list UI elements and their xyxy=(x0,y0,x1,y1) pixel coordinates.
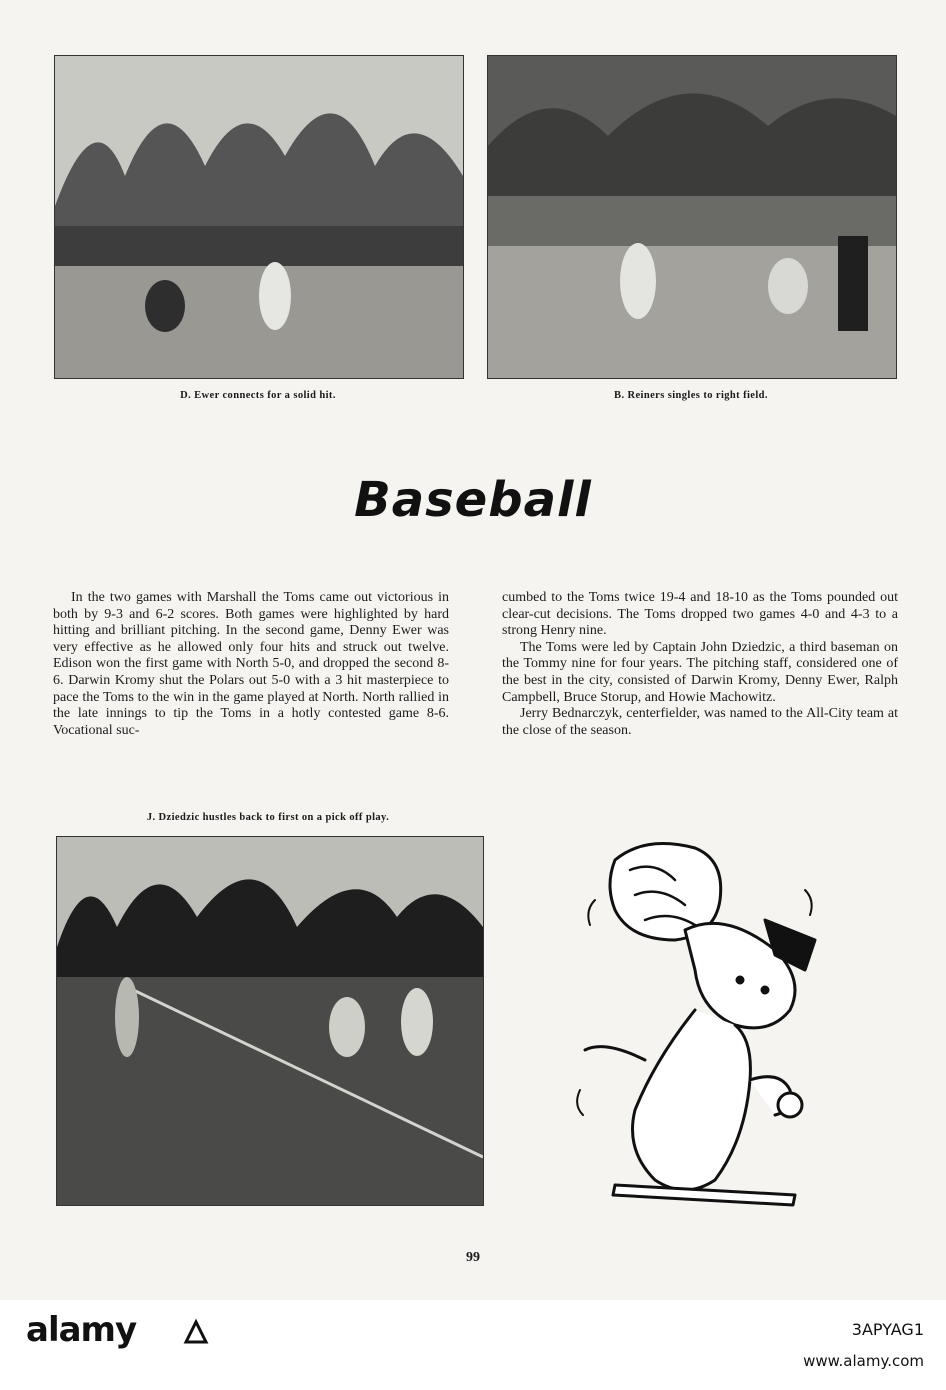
article-left-column xyxy=(53,590,449,739)
photo-batter-reiners xyxy=(487,55,897,379)
site-url: www.alamy.com xyxy=(803,1352,924,1370)
article-right-paragraph-3: Jerry Bednarczyk, centerfielder, was named to the All-City team at the close of the season. xyxy=(502,706,898,738)
stock-footer-bar xyxy=(0,1300,946,1390)
brand-logo-text: alamy xyxy=(26,1310,137,1350)
brand-mark-icon xyxy=(182,1318,210,1346)
article-right-paragraph-1: cumbed to the Toms twice 19-4 and 18-10 as the Toms pounded out clear-cut decisions. The Toms dropped two games 4-0 and 4-3 to a strong Henry nine. xyxy=(502,590,898,639)
caption-top-right: B. Reiners singles to right field. xyxy=(614,390,768,401)
bulldog-mascot-illustration xyxy=(575,840,835,1220)
article-right-column xyxy=(502,590,898,739)
photo-pickoff-play xyxy=(56,836,484,1206)
caption-top-left: D. Ewer connects for a solid hit. xyxy=(180,390,336,401)
image-id: 3APYAG1 xyxy=(851,1320,924,1339)
article-right-paragraph-2: The Toms were led by Captain John Dziedzic, a third baseman on the Tommy nine for four years. The pitching staff, considered one of the best in the city, consisted of Darwin Kromy, Denny Ewer, Ralph Campbell, Bruce Storup, and Howie Machowitz. xyxy=(502,639,898,705)
photo-batter-ewer xyxy=(54,55,464,379)
caption-bottom: J. Dziedzic hustles back to first on a pick off play. xyxy=(146,812,390,823)
page-title: Baseball xyxy=(354,472,592,528)
article-left-paragraph: In the two games with Marshall the Toms came out victorious in both by 9-3 and 6-2 scores. Both games were highlighted by hard hitting and brilliant pitching. In the second game, Denny Ewer was very effective as he allowed only four hits and struck out twelve. Edison won the first game with North 5-0, and dropped the second 8-6. Darwin Kromy shut the Polars out 5-0 with a 3 hit masterpiece to pace the Toms to the win in the game played at North. North rallied in the late innings to tip the Toms in a hotly contested game 8-6. Vocational suc- xyxy=(53,590,449,738)
page-number: 99 xyxy=(466,1250,480,1265)
